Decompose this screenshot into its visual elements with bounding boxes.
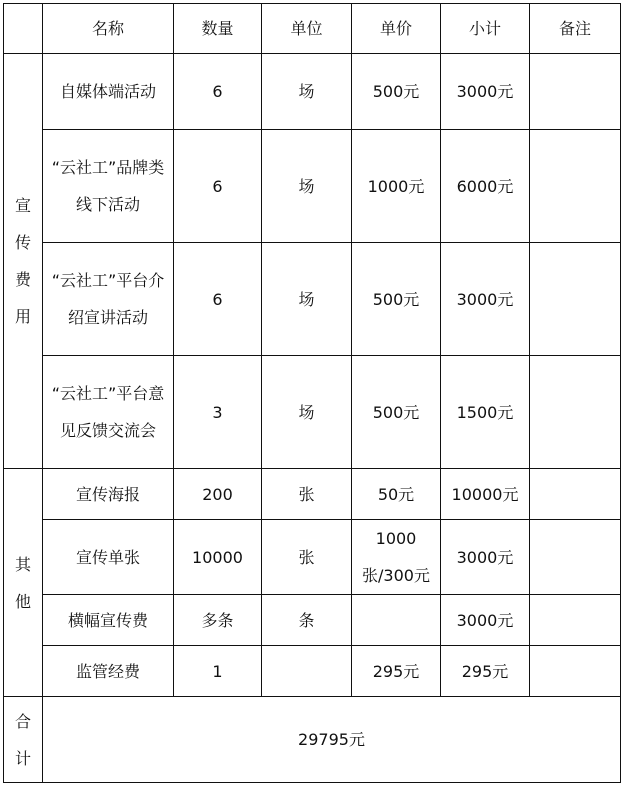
- item-subtotal: 10000元: [441, 469, 530, 520]
- item-qty: 10000: [174, 520, 262, 595]
- item-unit: 场: [262, 54, 352, 130]
- item-qty: 6: [174, 243, 262, 356]
- budget-table: [3, 3, 621, 783]
- item-price: 50元: [352, 469, 441, 520]
- table-row: [4, 356, 621, 469]
- item-note: [530, 54, 621, 130]
- table-row: [4, 54, 621, 130]
- item-note: [530, 243, 621, 356]
- item-name: 监管经费: [43, 646, 174, 697]
- item-note: [530, 595, 621, 646]
- item-subtotal: 6000元: [441, 130, 530, 243]
- item-price: 295元: [352, 646, 441, 697]
- item-unit: 条: [262, 595, 352, 646]
- item-price: 500元: [352, 356, 441, 469]
- header-blank-cell: [4, 4, 43, 54]
- item-unit: [262, 646, 352, 697]
- item-subtotal: 295元: [441, 646, 530, 697]
- table-row: [4, 469, 621, 520]
- item-price: 500元: [352, 54, 441, 130]
- item-price: 1000元: [352, 130, 441, 243]
- item-name: 自媒体端活动: [43, 54, 174, 130]
- header-note: 备注: [530, 4, 621, 54]
- item-name: “云社工”平台介绍宣讲活动: [43, 243, 174, 356]
- total-value: 29795元: [43, 697, 621, 783]
- item-unit: 场: [262, 356, 352, 469]
- item-qty: 多条: [174, 595, 262, 646]
- item-name: 宣传海报: [43, 469, 174, 520]
- table-row: [4, 646, 621, 697]
- item-unit: 张: [262, 469, 352, 520]
- item-note: [530, 469, 621, 520]
- table-row: [4, 595, 621, 646]
- group-label-total: 合计: [4, 697, 43, 783]
- item-unit: 场: [262, 130, 352, 243]
- table-row: [4, 130, 621, 243]
- item-subtotal: 1500元: [441, 356, 530, 469]
- group-label-promo: 宣传费用: [4, 54, 43, 469]
- item-note: [530, 520, 621, 595]
- item-subtotal: 3000元: [441, 243, 530, 356]
- item-qty: 3: [174, 356, 262, 469]
- item-price: 500元: [352, 243, 441, 356]
- item-note: [530, 130, 621, 243]
- item-name: “云社工”平台意见反馈交流会: [43, 356, 174, 469]
- item-price: [352, 595, 441, 646]
- header-subtotal: 小计: [441, 4, 530, 54]
- item-qty: 200: [174, 469, 262, 520]
- table-row: [4, 520, 621, 595]
- item-price: 1000张/300元: [352, 520, 441, 595]
- item-name: 宣传单张: [43, 520, 174, 595]
- item-subtotal: 3000元: [441, 595, 530, 646]
- item-name: “云社工”品牌类线下活动: [43, 130, 174, 243]
- item-note: [530, 356, 621, 469]
- item-subtotal: 3000元: [441, 520, 530, 595]
- header-qty: 数量: [174, 4, 262, 54]
- table-row: [4, 243, 621, 356]
- item-name: 横幅宣传费: [43, 595, 174, 646]
- item-subtotal: 3000元: [441, 54, 530, 130]
- group-label-other: 其他: [4, 469, 43, 697]
- header-unit: 单位: [262, 4, 352, 54]
- item-note: [530, 646, 621, 697]
- total-row: [4, 697, 621, 783]
- header-price: 单价: [352, 4, 441, 54]
- item-qty: 1: [174, 646, 262, 697]
- header-row: [4, 4, 621, 54]
- item-qty: 6: [174, 130, 262, 243]
- item-unit: 张: [262, 520, 352, 595]
- item-unit: 场: [262, 243, 352, 356]
- header-name: 名称: [43, 4, 174, 54]
- item-qty: 6: [174, 54, 262, 130]
